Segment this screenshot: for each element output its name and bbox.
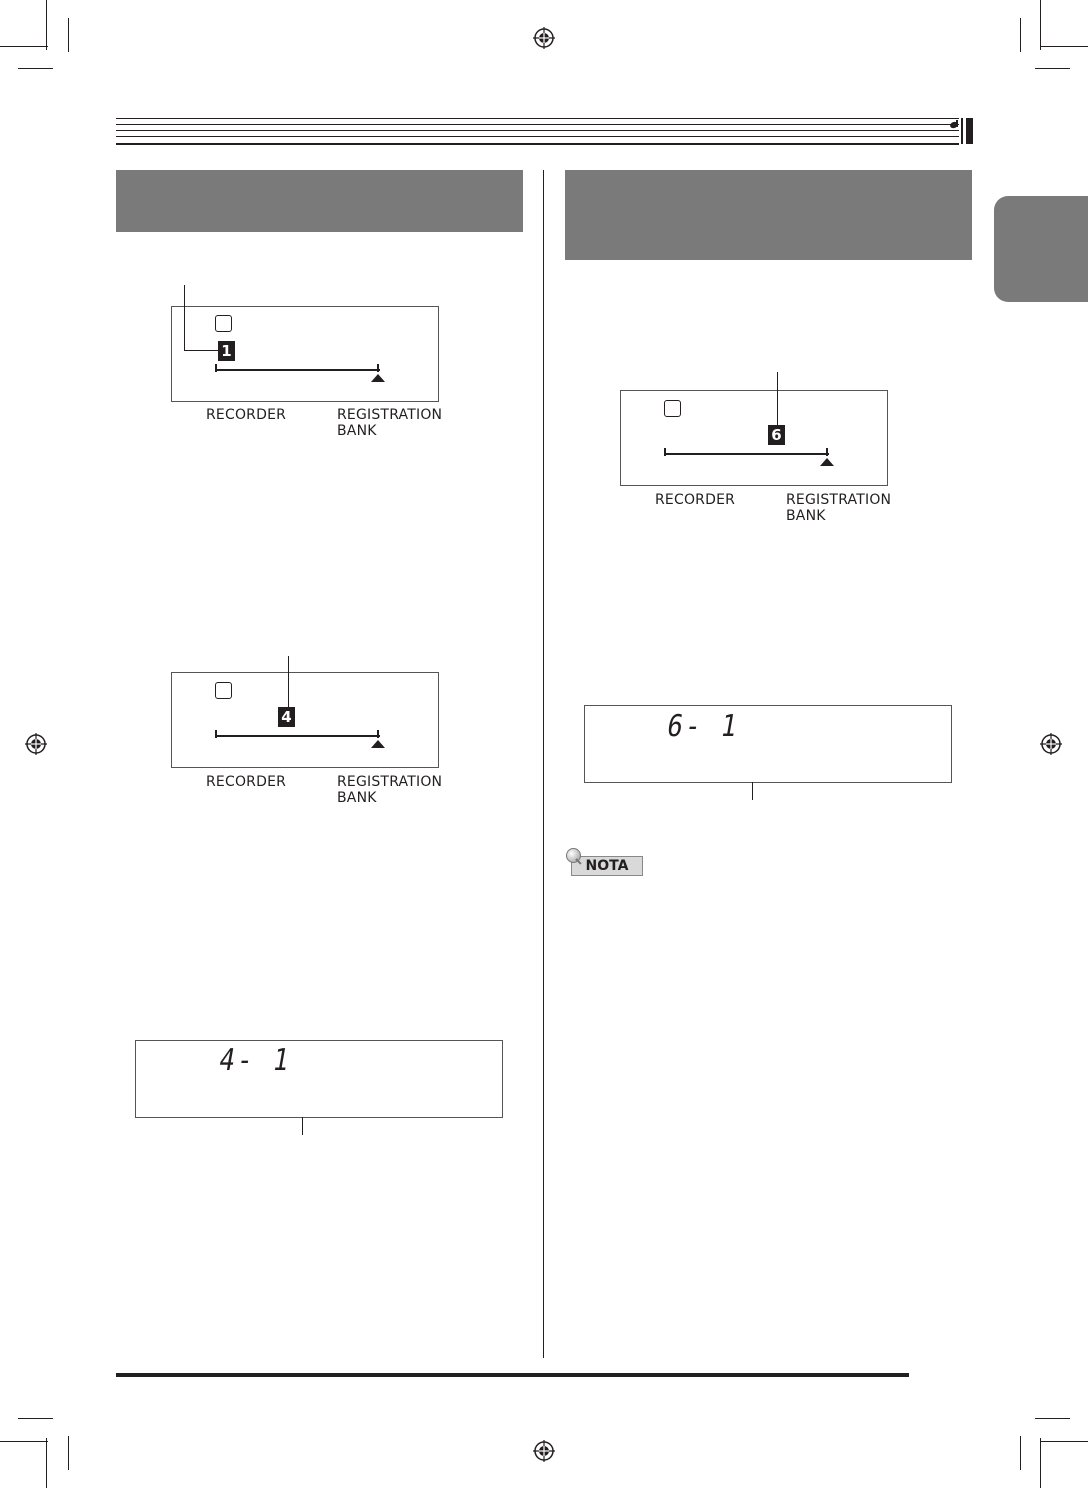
pointer-triangle-icon (371, 740, 385, 748)
registration-label: REGISTRATION (337, 407, 443, 423)
bank-label: BANK (786, 508, 826, 524)
crop-mark (68, 1436, 69, 1470)
nota-label: NOTA (571, 856, 643, 876)
crop-mark (1020, 1436, 1021, 1470)
registration-mark-icon (533, 1440, 555, 1462)
registration-mark-icon (533, 27, 555, 49)
crop-mark (46, 0, 47, 50)
callout-line (184, 285, 185, 350)
registration-label: REGISTRATION (337, 774, 443, 790)
bank-label: BANK (337, 423, 377, 439)
recorder-label: RECORDER (206, 774, 287, 790)
nota-note-badge (566, 848, 646, 878)
crop-mark (0, 46, 48, 47)
crop-mark (1040, 1438, 1041, 1488)
column-divider (543, 170, 544, 1358)
recorder-label: RECORDER (206, 407, 287, 423)
recorder-indicator-square (664, 400, 681, 417)
pointer-triangle-icon (820, 458, 834, 466)
crop-mark (1040, 46, 1088, 47)
section-heading-bar-right (565, 170, 972, 260)
staff-end-barline (966, 118, 973, 144)
registration-mark-icon (1040, 733, 1062, 755)
footer-rule (116, 1373, 909, 1377)
recorder-indicator-square (215, 315, 232, 332)
registration-mark-icon (25, 733, 47, 755)
music-note-stem (956, 120, 958, 127)
header-staff (116, 118, 959, 144)
registration-label: REGISTRATION (786, 492, 892, 508)
bank-number-indicator: 4 (278, 707, 295, 727)
crop-mark (46, 1438, 47, 1488)
side-tab (994, 196, 1088, 302)
crop-mark (1040, 1441, 1088, 1442)
crop-mark (18, 1418, 53, 1419)
bank-number-indicator: 1 (218, 341, 235, 361)
pointer-triangle-icon (371, 374, 385, 382)
recorder-indicator-square (215, 682, 232, 699)
crop-mark (1020, 18, 1021, 52)
segment-readout: 6- 1 (664, 709, 743, 744)
recorder-label: RECORDER (655, 492, 736, 508)
bank-number-indicator: 6 (768, 425, 785, 445)
segment-readout: 4- 1 (216, 1043, 295, 1078)
crop-mark (0, 1441, 48, 1442)
staff-barline (961, 118, 963, 144)
callout-line (752, 782, 753, 800)
crop-mark (68, 18, 69, 52)
crop-mark (1035, 68, 1070, 69)
callout-line (302, 1117, 303, 1135)
callout-line (184, 350, 218, 351)
callout-line (288, 656, 289, 708)
crop-mark (1035, 1418, 1070, 1419)
callout-line (777, 372, 778, 426)
bank-label: BANK (337, 790, 377, 806)
section-heading-bar-left (116, 170, 523, 232)
crop-mark (18, 68, 53, 69)
crop-mark (1040, 0, 1041, 50)
